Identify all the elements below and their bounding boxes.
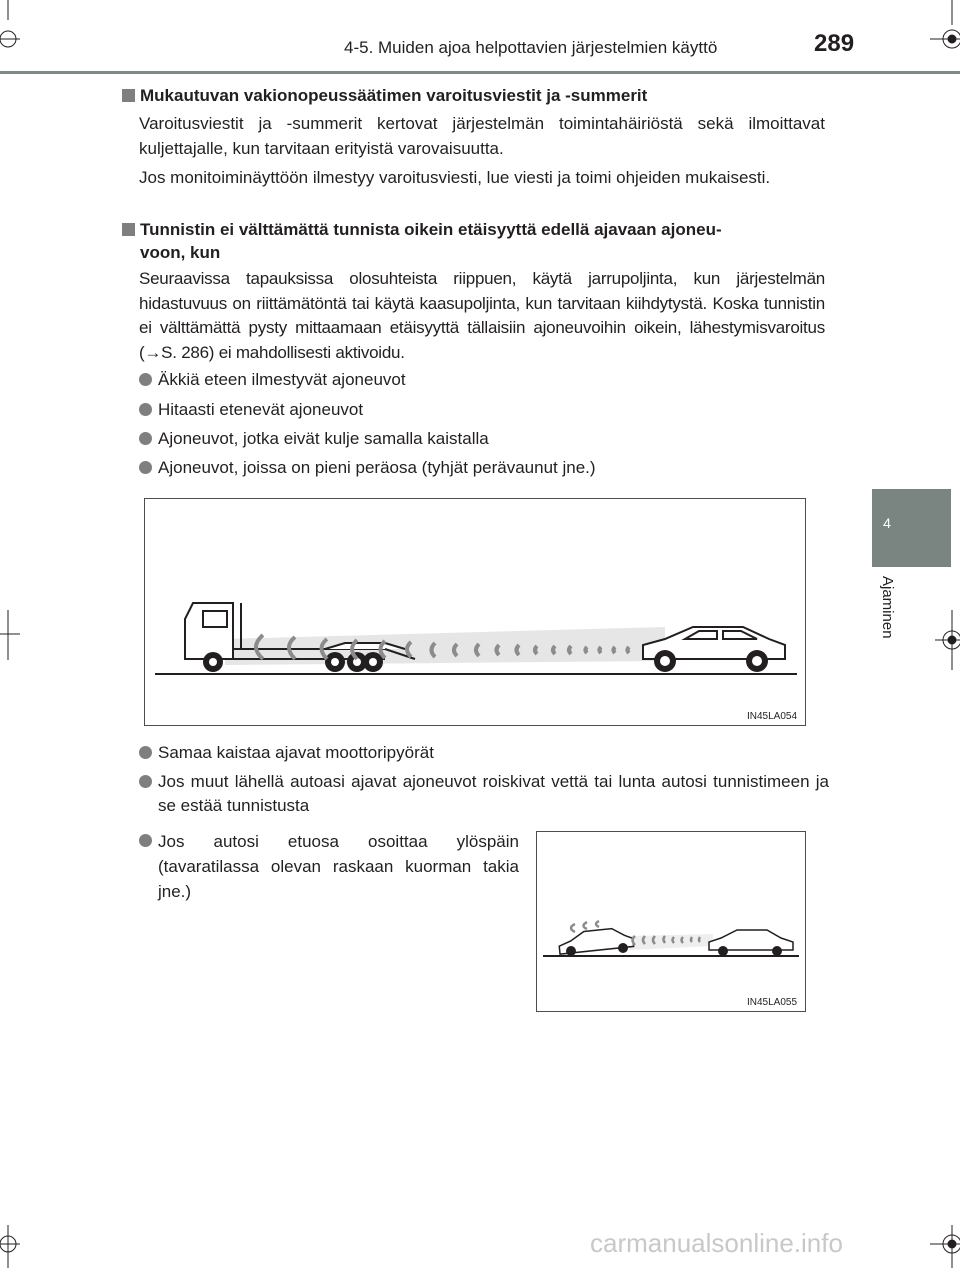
header-rule [0, 71, 960, 74]
bullet-dot-icon [139, 746, 152, 759]
bullet-item [139, 368, 406, 392]
section-heading-sensor [122, 218, 722, 264]
chapter-tab[interactable] [872, 489, 951, 567]
bullet-dot-icon [139, 775, 152, 788]
bullet-item [139, 770, 829, 818]
bullet-text: Ajoneuvot, jotka eivät kulje samalla kaistalla [158, 429, 489, 448]
bullet-dot-icon [139, 432, 152, 445]
paragraph: Varoitusviestit ja -summerit kertovat järjestelmän toimintahäiriöstä sekä ilmoittavat kuljettajalle, kun tarvitaan erityistä varovaisuutta. [139, 114, 825, 158]
tilted-car-illustration [537, 832, 805, 1011]
section-heading-warnings [122, 84, 647, 107]
bullet-dot-icon [139, 461, 152, 474]
bullet-text: Ajoneuvot, joissa on pieni peräosa (tyhjät perävaunut jne.) [158, 458, 596, 477]
figure-code: IN45LA054 [747, 711, 798, 722]
square-marker-icon [122, 223, 135, 236]
chapter-name: Ajaminen [879, 576, 896, 639]
bullet-text: Hitaasti etenevät ajoneuvot [158, 400, 364, 419]
bullet-dot-icon [139, 403, 152, 416]
running-header-title: 4-5. Muiden ajoa helpottavien järjestelmien käyttö [344, 38, 718, 57]
bullet-item [139, 829, 519, 904]
paragraph: Jos monitoiminäyttöön ilmestyy varoitusviesti, lue viesti ja toimi ohjeiden mukaisesti. [139, 168, 771, 187]
bullet-item [139, 427, 489, 451]
bullet-text: Äkkiä eteen ilmestyvät ajoneuvot [158, 370, 406, 389]
chapter-number: 4 [883, 515, 891, 531]
square-marker-icon [122, 89, 135, 102]
figure-tilted-car [536, 831, 806, 1012]
bullet-item [139, 456, 596, 480]
bullet-text: Jos autosi etuosa osoittaa ylöspäin (tavaratilassa olevan raskaan kuorman takia jne.) [158, 832, 519, 901]
figure-truck-trailer [144, 498, 806, 726]
page-number: 289 [814, 30, 855, 57]
section-heading-line1: Tunnistin ei välttämättä tunnista oikein etäisyyttä edellä ajavaan ajoneu- [140, 220, 722, 239]
bullet-dot-icon [139, 834, 152, 847]
bullet-item [139, 398, 363, 422]
bullet-text: Jos muut lähellä autoasi ajavat ajoneuvot roiskivat vettä tai lunta autosi tunnistimeen ja se estää tunnistusta [158, 772, 829, 815]
bullet-dot-icon [139, 373, 152, 386]
paragraph: Seuraavissa tapauksissa olosuhteista riippuen, käytä jarrupoljinta, kun järjestelmän hidastuvuus on riittämätöntä tai käytä kaasupoljinta, kun tarvitaan kiihdytystä. Koska tunnistin ei välttämättä pysty mittaamaan etäisyyttä tällaisiin ajoneuvoihin oikein, lähestymisvaroitus (→S. 286) ei mahdollisesti aktivoidu. [139, 269, 825, 362]
bullet-item [139, 741, 434, 765]
bullet-text: Samaa kaistaa ajavat moottoripyörät [158, 743, 434, 762]
truck-trailer-illustration [145, 499, 805, 725]
watermark: carmanualsonline.info [590, 1228, 843, 1258]
section-heading-text: Mukautuvan vakionopeussäätimen varoitusviestit ja -summerit [140, 86, 648, 105]
section-heading-line2: voon, kun [140, 243, 221, 262]
chapter-name-vertical [878, 576, 898, 666]
figure-code: IN45LA055 [747, 997, 798, 1008]
